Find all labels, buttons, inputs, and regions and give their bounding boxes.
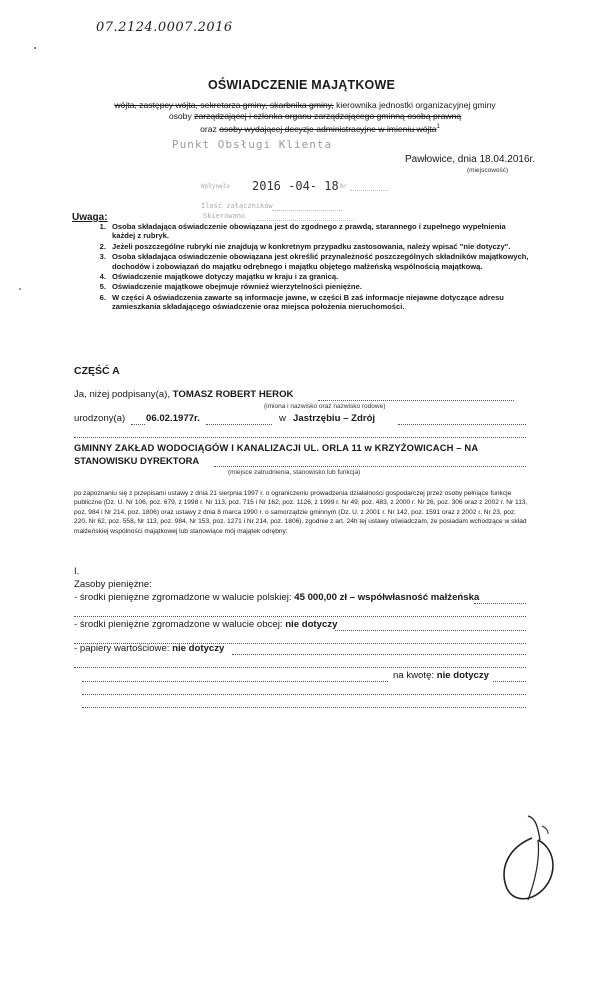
- born-dots-1: [131, 424, 145, 425]
- stamp-date: 2016 -04- 18: [252, 179, 339, 193]
- subtitle-pre-3: oraz: [200, 123, 220, 134]
- uwaga-item-text: Osoba składająca oświadczenie obowiązana jest określić przynależność poszczególnych składników majątkowych, dochodów i zobowiązań do majątku odrębnego i majątku objętego małżeńską wspólnością majątkową.: [112, 252, 529, 271]
- signature-mark: [488, 808, 568, 908]
- uwaga-item-number: 5.: [99, 282, 106, 292]
- amount-value: nie dotyczy: [436, 670, 489, 681]
- uwaga-item: [84, 222, 530, 241]
- securities-line: [74, 643, 224, 655]
- subtitle-rest-1: kierownika jednostki organizacyjnej gminy: [333, 100, 496, 110]
- legal-text: po zapoznaniu się z przepisami ustawy z dnia 21 sierpnia 1997 r. o ograniczeniu prowadzenia działalności gospodarczej przez osoby pełniące funkcje publiczne (Dz. U. Nr 106, poz. 679, z 1998 r. Nr 113, poz. 715 i Nr 162, poz. 1126, z 1999 r. Nr 49, poz. 483, z 2000 r. Nr 26, poz. 306 oraz z 2002 r. Nr 113, poz. 984 i Nr 214, poz. 1806) oraz ustawy z dnia 8 marca 1990 r. o samorządzie gminnym (Dz. U. z 2001 r. Nr 142, poz. 1591 oraz z 2002 r. Nr 23, poz. 220, Nr 62, poz. 558, Nr 113, poz. 984, Nr 153, poz. 1271 i Nr 214, poz. 1806), zgodnie z art. 24h tej ustawy oświadczam, że posiadam wchodzące w skład małżeńskiej wspólności majątkowej lub stanowiące mój majątek odrębny:: [74, 490, 528, 535]
- amount-dots-2: [82, 694, 526, 695]
- born-dots-3: [398, 424, 526, 425]
- securities-value: nie dotyczy: [172, 643, 225, 654]
- foreign-line: [74, 619, 337, 631]
- footnote-mark: 1: [436, 124, 440, 130]
- name-caption: (imiona i nazwisko oraz nazwisko rodowe): [264, 403, 386, 410]
- page-title: OŚWIADCZENIE MAJĄTKOWE: [207, 78, 396, 92]
- subtitle-struck-3: osoby wydającej decyzje administracyjne w imieniu wójta: [219, 123, 437, 134]
- subtitle-struck-1: wójta, zastępcy wójta, sekretarza gminy, skarbnika gminy,: [114, 100, 334, 110]
- pln-value: 45 000,00 zł – współwłasność małżeńska: [294, 592, 480, 603]
- securities-dots: [232, 654, 526, 655]
- uwaga-item-number: 6.: [99, 292, 106, 302]
- uwaga-item-text: W części A oświadczenia zawarte są informacje jawne, w części B zaś informacje niejawne dotyczące adresu zamieszkania składającego oświadczenie oraz miejsca położenia nieruchomości.: [112, 292, 504, 312]
- foreign-label: - środki pieniężne zgromadzone w walucie obcej:: [74, 619, 283, 630]
- uwaga-item: [84, 252, 530, 271]
- uwaga-item-text: Oświadczenie majątkowe obejmuje również wierzytelności pieniężne.: [112, 282, 362, 292]
- employer-line-1: GMINNY ZAKŁAD WODOCIĄGÓW I KANALIZACJI UL. ORLA 11 w KRZYŻOWICACH – NA: [74, 442, 479, 453]
- stamp-directed-label: Skierowano: [203, 212, 246, 220]
- uwaga-item-number: 2.: [99, 241, 106, 251]
- foreign-value: nie dotyczy: [285, 619, 338, 630]
- uwaga-item-text: Jeżeli poszczególne rubryki nie znajdują w konkretnym przypadku zastosowania, należy wpisać "nie dotyczy".: [112, 241, 511, 251]
- scan-dot: [34, 47, 36, 49]
- stamp-directed-dots: [258, 220, 354, 221]
- place-date: Pawłowice, dnia 18.04.2016r.: [405, 154, 536, 165]
- uwaga-item: [84, 293, 530, 312]
- pln-line: [74, 592, 479, 604]
- employer-top-dots: [74, 437, 526, 438]
- part-a-heading: CZĘŚĆ A: [74, 365, 120, 377]
- uwaga-item-text: Osoba składająca oświadczenie obowiązana jest do zgodnego z prawdą, starannego i zupełnego wypełnienia każdej z rubryk.: [112, 222, 506, 241]
- born-prefix: urodzony(a): [74, 413, 126, 424]
- subtitle-line-3: [70, 122, 540, 135]
- subtitle-pre-2: osoby: [168, 111, 195, 121]
- born-in: w: [279, 413, 286, 424]
- foreign-dots: [335, 630, 526, 631]
- uwaga-item: [84, 242, 530, 251]
- stamp-nr-dots: [350, 190, 388, 191]
- subtitle-line-1: [70, 100, 540, 111]
- subtitle-struck-2: zarządzającej i członka organu zarządzającego gminną osobą prawną: [194, 111, 462, 121]
- uwaga-item: [84, 282, 530, 291]
- amount-line: [393, 670, 489, 682]
- section-heading: Zasoby pieniężne:: [74, 579, 152, 590]
- pln-label: - środki pieniężne zgromadzone w walucie polskiej:: [74, 592, 292, 603]
- birth-place: Jastrzębiu – Zdrój: [293, 413, 376, 424]
- employer-dots: [214, 466, 526, 467]
- name-dots: [318, 400, 514, 401]
- uwaga-list: [84, 222, 530, 313]
- employer-line-2: STANOWISKU DYREKTORA: [74, 455, 200, 466]
- employer-caption: (miejsce zatrudnienia, stanowisko lub funkcja): [228, 469, 361, 476]
- securities-label: - papiery wartościowe:: [74, 643, 170, 654]
- amount-label: na kwotę:: [393, 670, 435, 681]
- uwaga-heading: Uwaga:: [72, 212, 108, 223]
- place-caption: (miejscowość): [467, 167, 509, 174]
- signed-prefix: Ja, niżej podpisany(a),: [74, 389, 170, 400]
- uwaga-item-number: 1.: [99, 222, 106, 231]
- stamp-attachments-label: Ilość załączników: [201, 202, 273, 210]
- handwritten-reference: 07.2124.0007.2016: [96, 20, 233, 35]
- uwaga-item-number: 3.: [99, 252, 106, 262]
- born-line: [74, 413, 125, 425]
- uwaga-item-number: 4.: [99, 272, 106, 282]
- signatory-name: TOMASZ ROBERT HEROK: [172, 389, 294, 400]
- scan-dot: [19, 288, 21, 290]
- uwaga-items: [84, 222, 530, 312]
- stamp-attachments-dots: [272, 210, 342, 211]
- subtitle: [70, 100, 540, 135]
- uwaga-item-text: Oświadczenie majątkowe dotyczy majątku w kraju i za granicą.: [112, 272, 339, 282]
- amount-dots: [493, 681, 526, 682]
- born-dots-2: [206, 424, 272, 425]
- section-roman: I.: [74, 566, 80, 577]
- amount-dots-3: [82, 707, 526, 708]
- securities-dots-2: [74, 667, 526, 668]
- stamp-office: Punkt Obsługi Klienta: [172, 138, 333, 151]
- stamp-date-label: Wpłynęło: [201, 183, 230, 190]
- birth-date: 06.02.1977r.: [146, 413, 200, 424]
- subtitle-line-2: [70, 111, 540, 122]
- pln-dots-2: [74, 616, 526, 617]
- amount-lead-dots: [82, 681, 388, 682]
- stamp-nr-label: Nr: [340, 183, 348, 190]
- pln-dots: [474, 603, 526, 604]
- uwaga-item: [84, 272, 530, 281]
